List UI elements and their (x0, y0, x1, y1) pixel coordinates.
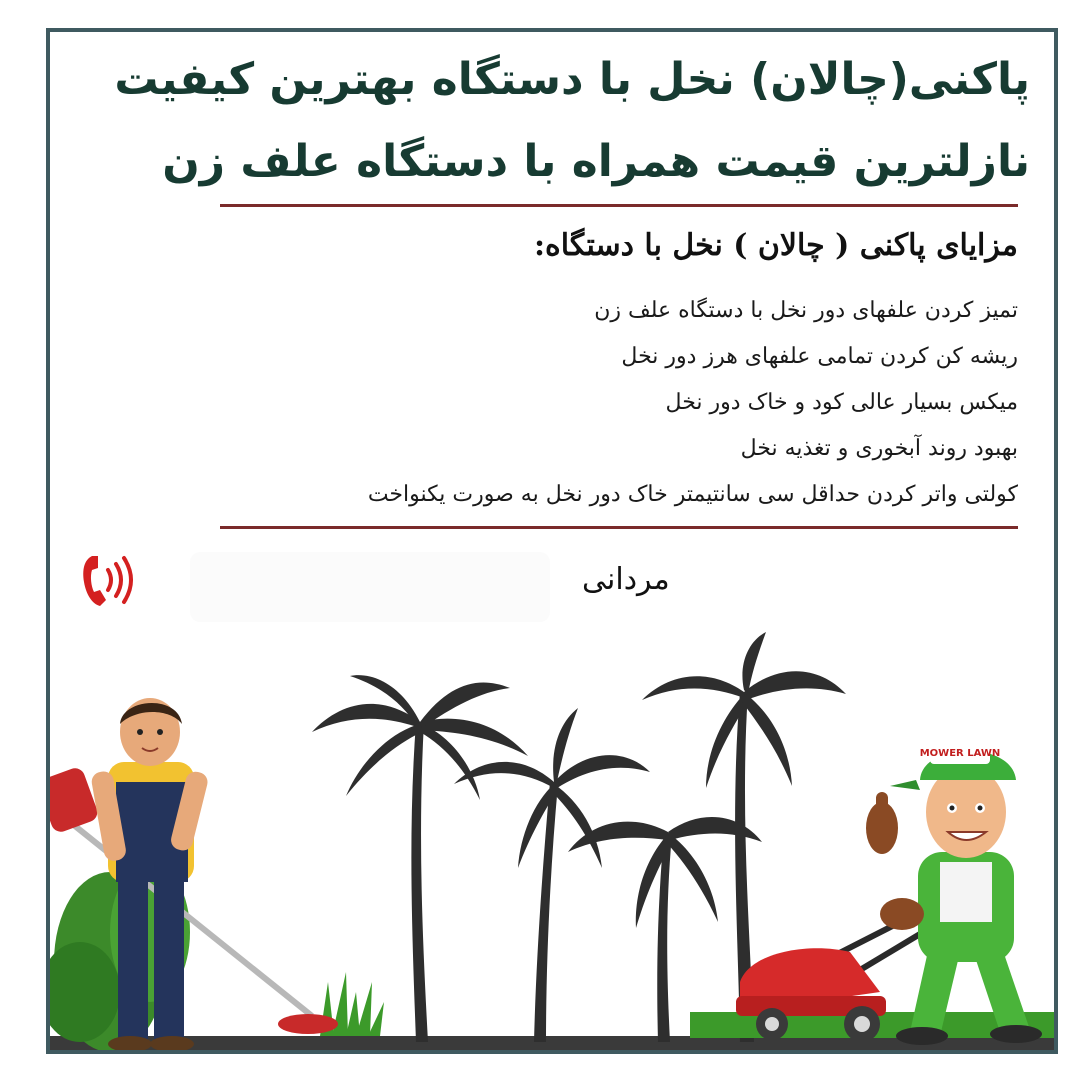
benefit-item: میکس بسیار عالی کود و خاک دور نخل (665, 390, 1018, 415)
benefits-title: مزایای پاکنی ( چالان ) نخل با دستگاه: (533, 228, 1018, 263)
cap-text: MOWER LAWN (919, 748, 1001, 759)
poster-frame (46, 28, 1058, 1054)
obscured-phone-number (190, 552, 550, 622)
benefits-list (368, 288, 1018, 518)
headline-line-1: پاکنی(چالان) نخل با دستگاه بهترین کیفیت (114, 54, 1030, 105)
benefit-item: ریشه کن کردن تمامی علفهای هرز دور نخل (621, 344, 1018, 369)
divider-top (220, 204, 1018, 207)
benefit-item: تمیز کردن علفهای دور نخل با دستگاه علف زن (594, 298, 1018, 323)
phone-ringing-icon (78, 550, 136, 610)
illustration-scene (50, 632, 1054, 1050)
divider-bottom (220, 526, 1018, 529)
headline-line-2: نازلترین قیمت همراه با دستگاه علف زن (162, 136, 1030, 187)
benefit-item: کولتی واتر کردن حداقل سی سانتیمتر خاک دور نخل به صورت یکنواخت (367, 482, 1018, 507)
benefit-item: بهبود روند آبخوری و تغذیه نخل (740, 436, 1018, 461)
contact-name: مردانی (582, 562, 670, 597)
